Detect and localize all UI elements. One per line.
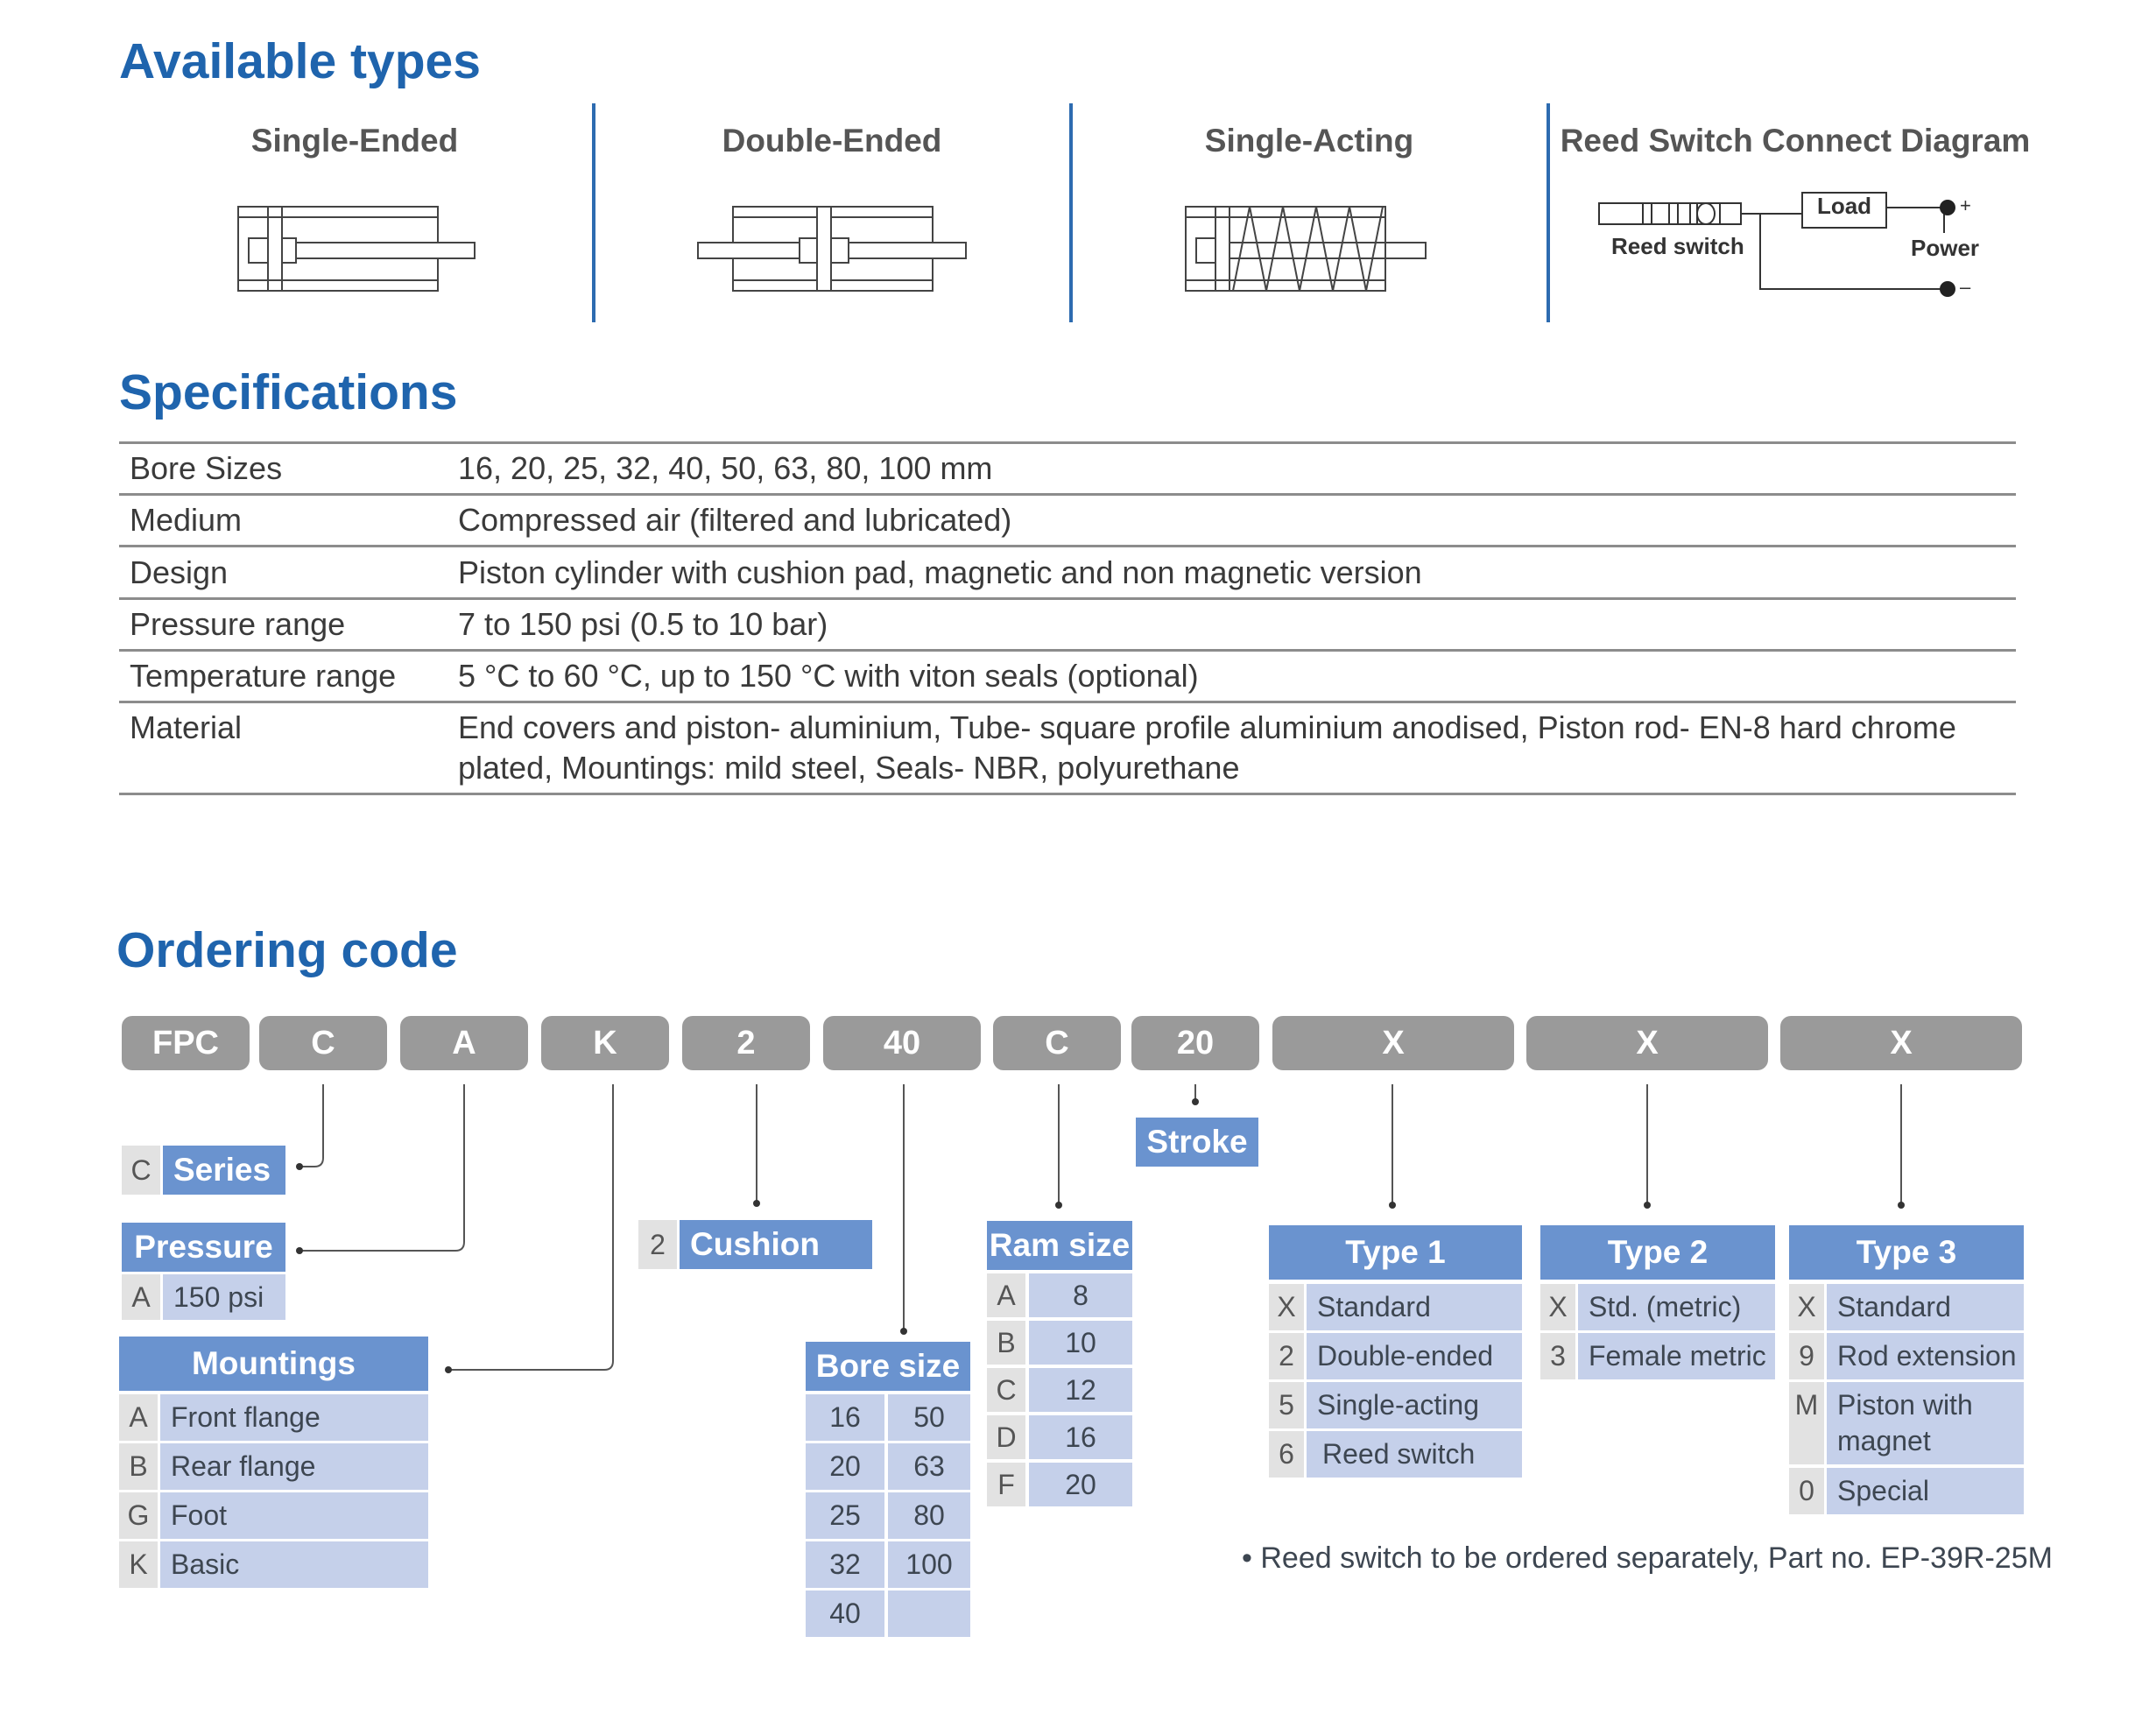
mounting-key: G	[119, 1492, 158, 1539]
bore-title: Bore size	[806, 1342, 970, 1391]
plus-label: +	[1960, 194, 1971, 216]
code-box-type1: X	[1272, 1016, 1514, 1070]
mounting-value: Front flange	[160, 1394, 428, 1441]
type1-value: Single-acting	[1307, 1382, 1522, 1428]
type3-key: M	[1789, 1382, 1824, 1464]
stroke-title: Stroke	[1136, 1118, 1258, 1167]
spec-label: Temperature range	[130, 658, 397, 694]
bore-value: 63	[888, 1443, 970, 1490]
type3-value: Special	[1827, 1468, 2024, 1514]
type2-key: 3	[1540, 1333, 1575, 1379]
bore-value: 20	[806, 1443, 884, 1490]
type1-key: 2	[1269, 1333, 1304, 1379]
available-types-heading: Available types	[119, 33, 481, 89]
load-label: Load	[1816, 193, 1872, 219]
spec-label: Material	[130, 709, 243, 745]
pressure-title: Pressure	[122, 1223, 285, 1272]
code-box-mounting: K	[541, 1016, 669, 1070]
spec-value: 5 °C to 60 °C, up to 150 °C with viton seals (optional)	[458, 658, 1199, 694]
code-box-pressure: A	[400, 1016, 528, 1070]
type1-key: 5	[1269, 1382, 1304, 1428]
type1-value: Standard	[1307, 1284, 1522, 1330]
type2-value: Female metric	[1578, 1333, 1775, 1379]
type2-title: Type 2	[1540, 1225, 1775, 1280]
code-box-ram: C	[993, 1016, 1121, 1070]
bore-value: 50	[888, 1394, 970, 1441]
type3-key: 9	[1789, 1333, 1824, 1379]
bore-value: 100	[888, 1541, 970, 1588]
pressure-key: A	[122, 1274, 160, 1320]
type1-key: 6	[1269, 1431, 1304, 1478]
single-ended-label: Single-Ended	[250, 123, 459, 159]
spec-label: Bore Sizes	[130, 450, 283, 486]
type2-key: X	[1540, 1284, 1575, 1330]
type3-title: Type 3	[1789, 1225, 2024, 1280]
type3-value: Piston with magnet	[1827, 1382, 2024, 1464]
bore-value: 40	[806, 1591, 884, 1637]
ram-key: B	[987, 1321, 1025, 1365]
code-box-series: C	[259, 1016, 387, 1070]
type1-value: Double-ended	[1307, 1333, 1522, 1379]
mounting-key: B	[119, 1443, 158, 1490]
reed-switch-label: Reed switch	[1611, 233, 1744, 259]
code-box-stroke: 20	[1131, 1016, 1259, 1070]
single-acting-label: Single-Acting	[1204, 123, 1414, 159]
bore-value	[888, 1591, 970, 1637]
ram-key: F	[987, 1463, 1025, 1506]
type1-key: X	[1269, 1284, 1304, 1330]
ram-key: D	[987, 1415, 1025, 1459]
ram-key: A	[987, 1273, 1025, 1317]
series-key: C	[122, 1146, 160, 1195]
code-box-cushion: 2	[682, 1016, 810, 1070]
spec-label: Medium	[130, 502, 243, 538]
spec-value: End covers and piston- aluminium, Tube- square profile aluminium anodised, Piston rod- EN-8 hard chrome plated, Mountings: mild steel, Seals- NBR, polyurethane	[458, 709, 1956, 786]
mounting-key: K	[119, 1541, 158, 1588]
power-label: Power	[1911, 235, 1980, 261]
ram-value: 12	[1029, 1368, 1132, 1412]
cushion-title: Cushion pad	[680, 1220, 872, 1269]
code-box-type2: X	[1526, 1016, 1768, 1070]
reed-diagram-label: Reed Switch Connect Diagram	[1560, 123, 2031, 159]
double-ended-label: Double-Ended	[722, 123, 942, 159]
ram-value: 20	[1029, 1463, 1132, 1506]
spec-value: 16, 20, 25, 32, 40, 50, 63, 80, 100 mm	[458, 450, 993, 486]
ram-value: 10	[1029, 1321, 1132, 1365]
specifications-heading: Specifications	[119, 364, 458, 420]
type1-title: Type 1	[1269, 1225, 1522, 1280]
spec-value: Compressed air (filtered and lubricated)	[458, 502, 1012, 538]
type3-key: 0	[1789, 1468, 1824, 1514]
reed-switch-note: • Reed switch to be ordered separately, Part no. EP-39R-25M	[1242, 1541, 2053, 1575]
cushion-key: 2	[638, 1220, 677, 1269]
spec-value: 7 to 150 psi (0.5 to 10 bar)	[458, 606, 828, 642]
code-box-type3: X	[1780, 1016, 2022, 1070]
bore-value: 25	[806, 1492, 884, 1539]
bore-value: 16	[806, 1394, 884, 1441]
mounting-value: Foot	[160, 1492, 428, 1539]
code-box-bore: 40	[823, 1016, 981, 1070]
series-title: Series	[163, 1146, 285, 1195]
type3-value: Standard	[1827, 1284, 2024, 1330]
mounting-value: Rear flange	[160, 1443, 428, 1490]
mounting-key: A	[119, 1394, 158, 1441]
ram-key: C	[987, 1368, 1025, 1412]
ram-value: 8	[1029, 1273, 1132, 1317]
type3-value: Rod extension	[1827, 1333, 2024, 1379]
minus-label: –	[1960, 276, 1971, 298]
bore-value: 80	[888, 1492, 970, 1539]
pressure-value: 150 psi	[163, 1274, 285, 1320]
type1-value: Reed switch	[1307, 1431, 1522, 1478]
mounting-value: Basic	[160, 1541, 428, 1588]
type3-key: X	[1789, 1284, 1824, 1330]
bore-value: 32	[806, 1541, 884, 1588]
type2-value: Std. (metric)	[1578, 1284, 1775, 1330]
code-box-prefix: FPC	[122, 1016, 250, 1070]
spec-label: Pressure range	[130, 606, 346, 642]
mountings-title: Mountings	[119, 1337, 428, 1391]
ram-value: 16	[1029, 1415, 1132, 1459]
ordering-code-heading: Ordering code	[116, 922, 458, 978]
spec-label: Design	[130, 554, 229, 590]
ram-title: Ram size	[987, 1221, 1132, 1270]
spec-value: Piston cylinder with cushion pad, magnetic and non magnetic version	[458, 554, 1422, 590]
